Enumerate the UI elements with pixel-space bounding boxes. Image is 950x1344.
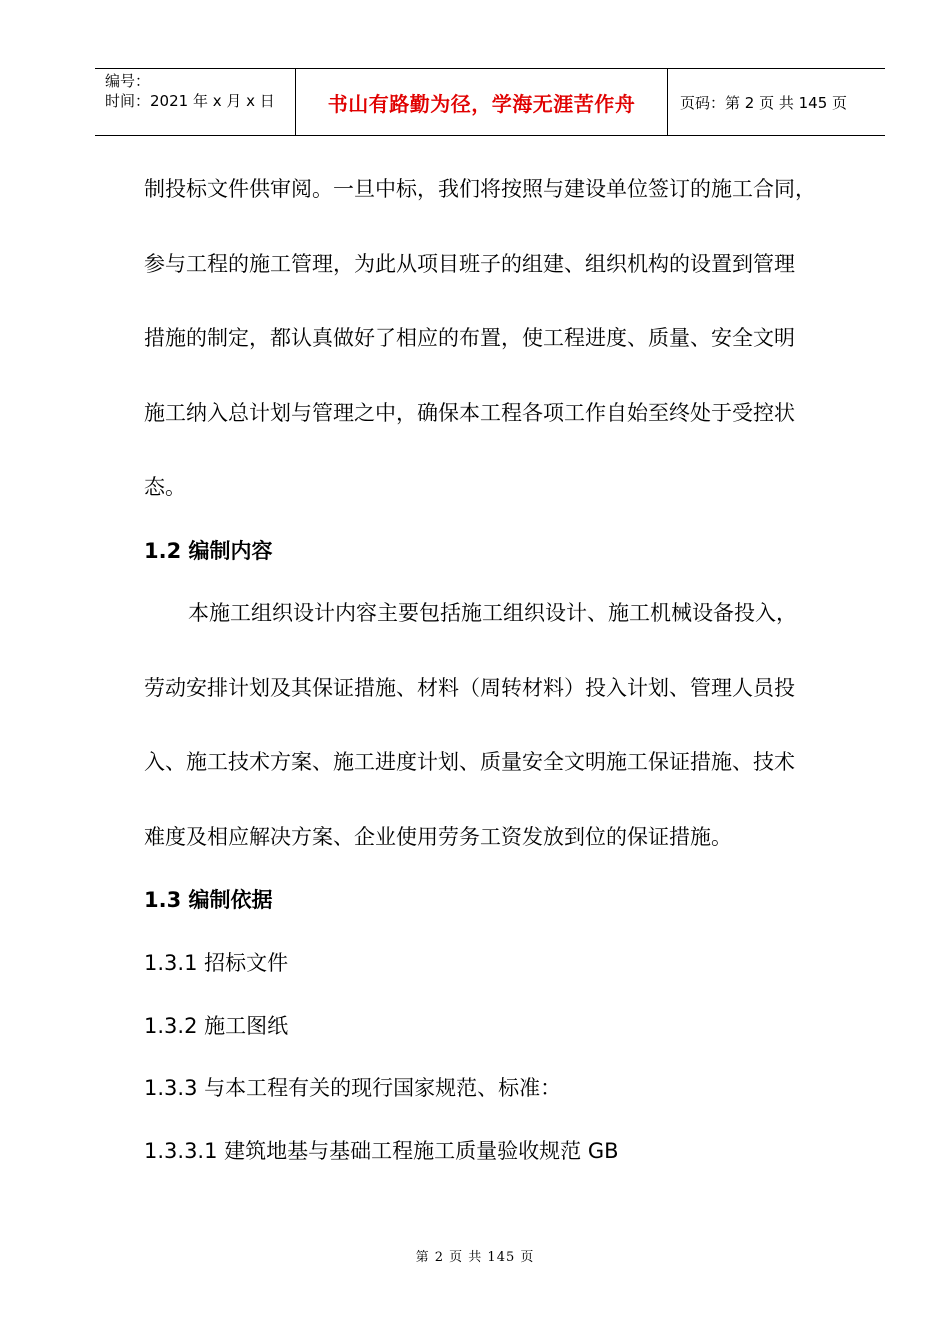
list-item: 1.3.3 与本工程有关的现行国家规范、标准： [144, 1076, 562, 1100]
paragraph-line: 制投标文件供审阅。一旦中标，我们将按照与建设单位签订的施工合同， [144, 177, 816, 201]
page-footer: 第 2 页 共 145 页 [415, 1250, 535, 1265]
list-item: 1.3.3.1 建筑地基与基础工程施工质量验收规范 GB [144, 1139, 619, 1163]
header-page-info: 页码：第 2 页 共 145 页 [680, 93, 848, 112]
header-motto: 书山有路勤为径，学海无涯苦作舟 [296, 69, 668, 135]
section-heading: 1.2 编制内容 [144, 539, 273, 563]
list-item: 1.3.2 施工图纸 [144, 1014, 289, 1038]
time-label: 时间：2021 年 x 月 x 日 [105, 92, 275, 110]
header-table [95, 68, 885, 136]
paragraph-line: 措施的制定，都认真做好了相应的布置，使工程进度、质量、安全文明 [144, 326, 795, 350]
paragraph-line: 劳动安排计划及其保证措施、材料（周转材料）投入计划、管理人员投 [144, 676, 795, 700]
paragraph-line: 施工纳入总计划与管理之中，确保本工程各项工作自始至终处于受控状 [144, 401, 795, 425]
header-meta-cell [95, 69, 296, 135]
paragraph-line: 入、施工技术方案、施工进度计划、质量安全文明施工保证措施、技术 [144, 750, 795, 774]
paragraph-line: 本施工组织设计内容主要包括施工组织设计、施工机械设备投入， [188, 601, 797, 625]
code-label: 编号： [105, 72, 151, 90]
paragraph-line: 难度及相应解决方案、企业使用劳务工资发放到位的保证措施。 [144, 825, 732, 849]
section-heading: 1.3 编制依据 [144, 888, 273, 912]
list-item: 1.3.1 招标文件 [144, 951, 289, 975]
paragraph-line: 态。 [144, 475, 186, 499]
paragraph-line: 参与工程的施工管理，为此从项目班子的组建、组织机构的设置到管理 [144, 252, 795, 276]
